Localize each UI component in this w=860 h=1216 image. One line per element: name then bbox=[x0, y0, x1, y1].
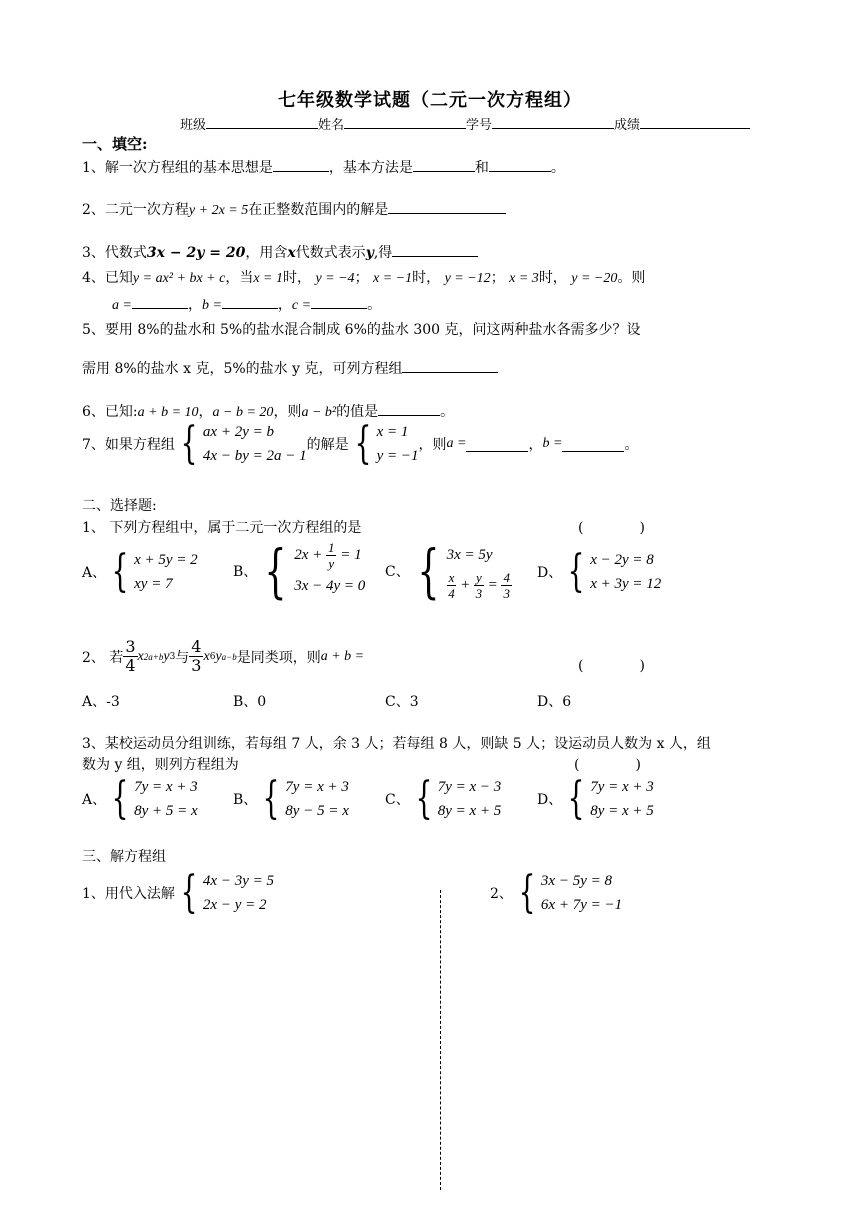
q4-result-a-label: a = bbox=[112, 298, 132, 313]
c2-text-a: 2、 若 bbox=[82, 649, 124, 666]
choice-2-option-c[interactable]: C、3 bbox=[385, 694, 419, 710]
p2-line-1: 3x − 5y = 8 bbox=[540, 873, 612, 889]
solve-problem-2 bbox=[490, 869, 622, 917]
student-info-row bbox=[180, 113, 750, 133]
c1c-line-2 bbox=[447, 570, 512, 601]
choice-3-answer-paren[interactable]: ( ) bbox=[574, 757, 641, 773]
brace-icon: { bbox=[180, 418, 198, 469]
q6-comma: ， bbox=[198, 404, 213, 420]
c1a-line-1: x + 5y = 2 bbox=[134, 552, 198, 568]
choice-1-option-a[interactable] bbox=[82, 548, 198, 596]
c1c-line-1: 3x = 5y bbox=[446, 547, 493, 563]
choice-2-option-b[interactable]: B、0 bbox=[233, 694, 267, 710]
q6-text-b: ，则 bbox=[273, 404, 302, 420]
choice-3-option-b[interactable] bbox=[233, 775, 349, 823]
c3d-line-2: 8y = x + 5 bbox=[590, 803, 654, 819]
q7-text-c: ，则 bbox=[418, 437, 447, 453]
c1d-line-2: x + 3y = 12 bbox=[590, 576, 662, 592]
q4-result-b-label: b = bbox=[201, 298, 222, 313]
brace-icon: { bbox=[180, 867, 198, 918]
q4-sep-1: ； bbox=[354, 270, 369, 286]
q7-sys2-line-2: y = −1 bbox=[376, 448, 419, 464]
name-label: 姓名 bbox=[318, 118, 345, 133]
question-4-line-2 bbox=[112, 293, 381, 314]
q6-blank[interactable] bbox=[378, 400, 440, 416]
brace-icon: { bbox=[518, 867, 536, 918]
q7-system-1 bbox=[175, 420, 307, 468]
name-blank[interactable] bbox=[344, 113, 466, 129]
q7-blank-a[interactable] bbox=[466, 436, 528, 452]
q4-when-1: 时， bbox=[283, 270, 311, 286]
brace-icon: { bbox=[111, 546, 129, 597]
p2-label: 2、 bbox=[490, 886, 513, 902]
c1b-frac-num: 1 bbox=[327, 540, 335, 556]
c2-exp-3: 6 bbox=[209, 651, 216, 662]
p1-line-2: 2x − y = 2 bbox=[202, 897, 267, 913]
q1-text-d: 。 bbox=[550, 160, 565, 176]
q4-blank-b[interactable] bbox=[222, 293, 278, 309]
choice-2-answer-paren[interactable]: ( ) bbox=[578, 658, 645, 674]
choice-3-stem-line-1: 3、某校运动员分组训练，若每组 7 人，余 3 人；若每组 8 人，则缺 5 人；设运动员人数为 x 人，组 bbox=[82, 736, 711, 752]
c1c-plus: + bbox=[460, 577, 471, 593]
q2-blank[interactable] bbox=[388, 198, 506, 214]
choice-3-stem-line-2: 数为 y 组，则列方程组为 bbox=[82, 757, 239, 773]
c2-exp-1: 2a+b bbox=[143, 651, 164, 662]
c3a-line-2: 8y + 5 = x bbox=[134, 803, 198, 819]
page-title: 七年级数学试题（二元一次方程组） bbox=[278, 90, 582, 111]
q3-text-c: 代数式表示 bbox=[295, 245, 366, 261]
q6-text-c: 的值是 bbox=[336, 404, 379, 420]
c1b-line-2: 3x − 4y = 0 bbox=[294, 578, 366, 595]
c3b-line-2: 8y − 5 = x bbox=[285, 803, 349, 819]
q1-text-c: 和 bbox=[474, 160, 489, 176]
option-label: C、 bbox=[385, 792, 410, 808]
q3-text-d: ,得 bbox=[373, 245, 393, 261]
question-1 bbox=[82, 156, 565, 177]
q7-blank-b[interactable] bbox=[562, 436, 624, 452]
option-label: D、 bbox=[537, 792, 563, 808]
class-label: 班级 bbox=[180, 118, 207, 133]
brace-icon: { bbox=[354, 418, 372, 469]
choice-3-option-d[interactable] bbox=[537, 775, 654, 823]
q7-sys2-line-1: x = 1 bbox=[376, 424, 409, 440]
option-label: B、 bbox=[233, 563, 258, 580]
brace-icon: { bbox=[417, 536, 440, 605]
q4-when-3: 时， bbox=[538, 270, 567, 286]
q1-blank-1[interactable] bbox=[273, 156, 329, 172]
q4-value-1: y = −4 bbox=[315, 271, 355, 286]
answer-area-2[interactable] bbox=[450, 920, 780, 1180]
c1c-frac3-den: 3 bbox=[503, 586, 510, 602]
id-label: 学号 bbox=[466, 118, 493, 133]
c2-frac2-den: 3 bbox=[191, 656, 202, 675]
q6-expression: a − b² bbox=[301, 405, 337, 420]
p2-line-2: 6x + 7y = −1 bbox=[540, 897, 623, 913]
q4-comma-1: ， bbox=[187, 297, 202, 313]
option-label: A、 bbox=[82, 565, 107, 581]
option-label: D、 bbox=[537, 565, 563, 581]
q6-text-d: 。 bbox=[440, 404, 455, 420]
choice-1-stem: 1、 下列方程组中，属于二元一次方程组的是 bbox=[82, 520, 362, 536]
c2-frac2-num: 4 bbox=[191, 637, 202, 656]
q3-blank[interactable] bbox=[392, 241, 478, 257]
q7-text-b: 的解是 bbox=[306, 437, 349, 453]
c2-exp-2: 3 bbox=[169, 651, 176, 662]
c2-expression: a + b = bbox=[320, 648, 365, 664]
column-divider bbox=[440, 890, 441, 1190]
q4-when-2: 时， bbox=[412, 270, 441, 286]
c2-frac1-num: 3 bbox=[125, 637, 136, 656]
option-label: C、 bbox=[385, 563, 410, 580]
q3-var-x: x bbox=[287, 245, 296, 261]
q1-blank-2[interactable] bbox=[413, 156, 475, 172]
choice-2-option-d[interactable]: D、6 bbox=[537, 694, 572, 710]
id-blank[interactable] bbox=[492, 113, 614, 129]
q7-text-d: 。 bbox=[624, 437, 639, 453]
c2-var-y2: y bbox=[215, 648, 222, 664]
question-5-line-1: 5、要用 8%的盐水和 5%的盐水混合制成 6%的盐水 300 克，问这两种盐水各需多少？设 bbox=[82, 322, 641, 338]
c3a-line-1: 7y = x + 3 bbox=[134, 779, 198, 795]
q4-blank-a[interactable] bbox=[132, 293, 188, 309]
q4-value-2: y = −12 bbox=[444, 271, 491, 286]
question-4-line-1 bbox=[82, 267, 645, 287]
q7-text-a: 7、如果方程组 bbox=[82, 437, 175, 453]
c1b-term: 2x + bbox=[294, 547, 323, 563]
q6-eq-1: a + b = 10 bbox=[137, 405, 199, 420]
q4-text-a: 4、已知 bbox=[82, 270, 133, 286]
q3-equation: 3x − 2y = 20 bbox=[146, 245, 246, 261]
q7-result-b-label: b = bbox=[542, 436, 563, 451]
q6-eq-2: a − b = 20 bbox=[212, 405, 274, 420]
q1-blank-3[interactable] bbox=[489, 156, 551, 172]
q4-blank-c[interactable] bbox=[311, 293, 367, 309]
c2-exp-4: a−b bbox=[221, 651, 237, 662]
q7-sys1-line-2: 4x − by = 2a − 1 bbox=[202, 448, 307, 464]
c1c-frac2-num: y bbox=[476, 570, 482, 586]
brace-icon: { bbox=[262, 773, 280, 824]
option-label: B、 bbox=[233, 792, 258, 808]
c1c-frac1-den: 4 bbox=[448, 586, 455, 602]
q4-sep-2: ； bbox=[490, 270, 505, 286]
option-label: A、 bbox=[82, 792, 107, 808]
q7-sys1-line-1: ax + 2y = b bbox=[202, 424, 274, 440]
c1b-rhs: = 1 bbox=[340, 547, 362, 563]
q3-text-a: 3、代数式 bbox=[82, 245, 147, 261]
class-blank[interactable] bbox=[206, 113, 318, 129]
c2-frac1-den: 4 bbox=[125, 656, 136, 675]
q4-comma-2: ， bbox=[277, 297, 292, 313]
brace-icon: { bbox=[111, 773, 129, 824]
question-7 bbox=[82, 420, 638, 468]
q1-text-b: ，基本方法是 bbox=[328, 160, 413, 176]
q2-equation: y + 2x = 5 bbox=[188, 203, 249, 218]
choice-1-answer-paren[interactable]: ( ) bbox=[578, 520, 645, 536]
c1c-frac1-num: x bbox=[448, 570, 455, 586]
q3-text-b: ，用含 bbox=[245, 245, 288, 261]
q4-text-b: ，当 bbox=[225, 270, 254, 286]
c2-text-b: 是同类项，则 bbox=[236, 649, 321, 666]
c3c-line-1: 7y = x − 3 bbox=[437, 779, 502, 795]
c1c-equals: = bbox=[487, 577, 498, 593]
c1b-frac-den: y bbox=[328, 556, 335, 572]
choice-3-option-a[interactable] bbox=[82, 775, 198, 823]
q2-text-a: 2、二元一次方程 bbox=[82, 202, 189, 218]
q1-text-a: 1、解一次方程组的基本思想是 bbox=[82, 160, 273, 176]
score-label: 成绩 bbox=[614, 118, 641, 133]
q2-text-b: 在正整数范围内的解是 bbox=[248, 202, 389, 218]
c1a-line-2: xy = 7 bbox=[134, 576, 173, 592]
section-solve-heading: 三、解方程组 bbox=[82, 849, 166, 865]
section-fill-blank-heading: 一、填空: bbox=[82, 135, 148, 153]
section-choice-heading: 二、选择题: bbox=[82, 498, 157, 514]
choice-1-option-c[interactable] bbox=[385, 536, 512, 605]
q5-text: 需用 8%的盐水 x 克，5%的盐水 y 克，可列方程组 bbox=[82, 361, 403, 377]
question-3 bbox=[82, 241, 478, 262]
q7-system-2 bbox=[349, 420, 419, 468]
score-blank[interactable] bbox=[640, 113, 750, 129]
choice-3-option-c[interactable] bbox=[385, 775, 501, 823]
q4-cond-1: x = 1 bbox=[253, 271, 283, 286]
choice-1-option-b[interactable] bbox=[233, 536, 366, 605]
q4-text-end: 。则 bbox=[617, 270, 646, 286]
answer-area-1[interactable] bbox=[80, 880, 430, 1180]
p1-label: 1、用代入法解 bbox=[82, 886, 175, 902]
question-5-line-2 bbox=[82, 357, 498, 378]
c2-var-x1: x bbox=[137, 648, 144, 664]
choice-1-option-d[interactable] bbox=[537, 548, 661, 596]
c1d-line-1: x − 2y = 8 bbox=[590, 552, 654, 568]
c1c-frac3-num: 4 bbox=[503, 570, 510, 586]
c2-var-x2: x bbox=[203, 648, 210, 664]
q7-result-a-label: a = bbox=[446, 436, 467, 451]
brace-icon: { bbox=[264, 536, 287, 605]
brace-icon: { bbox=[567, 773, 585, 824]
q4-cond-2: x = −1 bbox=[373, 271, 413, 286]
q4-cond-3: x = 3 bbox=[509, 271, 539, 286]
question-6 bbox=[82, 400, 454, 421]
choice-2-option-a[interactable]: A、-3 bbox=[82, 694, 120, 710]
q4-result-c-label: c = bbox=[291, 298, 312, 313]
c3b-line-1: 7y = x + 3 bbox=[285, 779, 349, 795]
question-2 bbox=[82, 198, 506, 219]
q6-text-a: 6、已知: bbox=[82, 404, 138, 420]
c3c-line-2: 8y = x + 5 bbox=[437, 803, 502, 819]
c2-var-y1: y bbox=[163, 648, 170, 664]
q5-blank[interactable] bbox=[402, 357, 498, 373]
q3-var-y: y bbox=[365, 245, 374, 261]
q4-equation: y = ax² + bx + c bbox=[132, 271, 226, 286]
p1-line-1: 4x − 3y = 5 bbox=[202, 873, 274, 889]
brace-icon: { bbox=[567, 546, 585, 597]
q4-value-3: y = −20 bbox=[571, 271, 618, 286]
q7-comma: ， bbox=[528, 437, 543, 453]
choice-2-stem bbox=[82, 638, 364, 675]
c1c-frac2-den: 3 bbox=[475, 586, 483, 602]
c1b-line-1 bbox=[294, 540, 365, 571]
c3d-line-1: 7y = x + 3 bbox=[590, 779, 654, 795]
q4-period: 。 bbox=[367, 297, 382, 313]
brace-icon: { bbox=[415, 773, 433, 824]
c2-text-mid: 与 bbox=[175, 649, 190, 666]
